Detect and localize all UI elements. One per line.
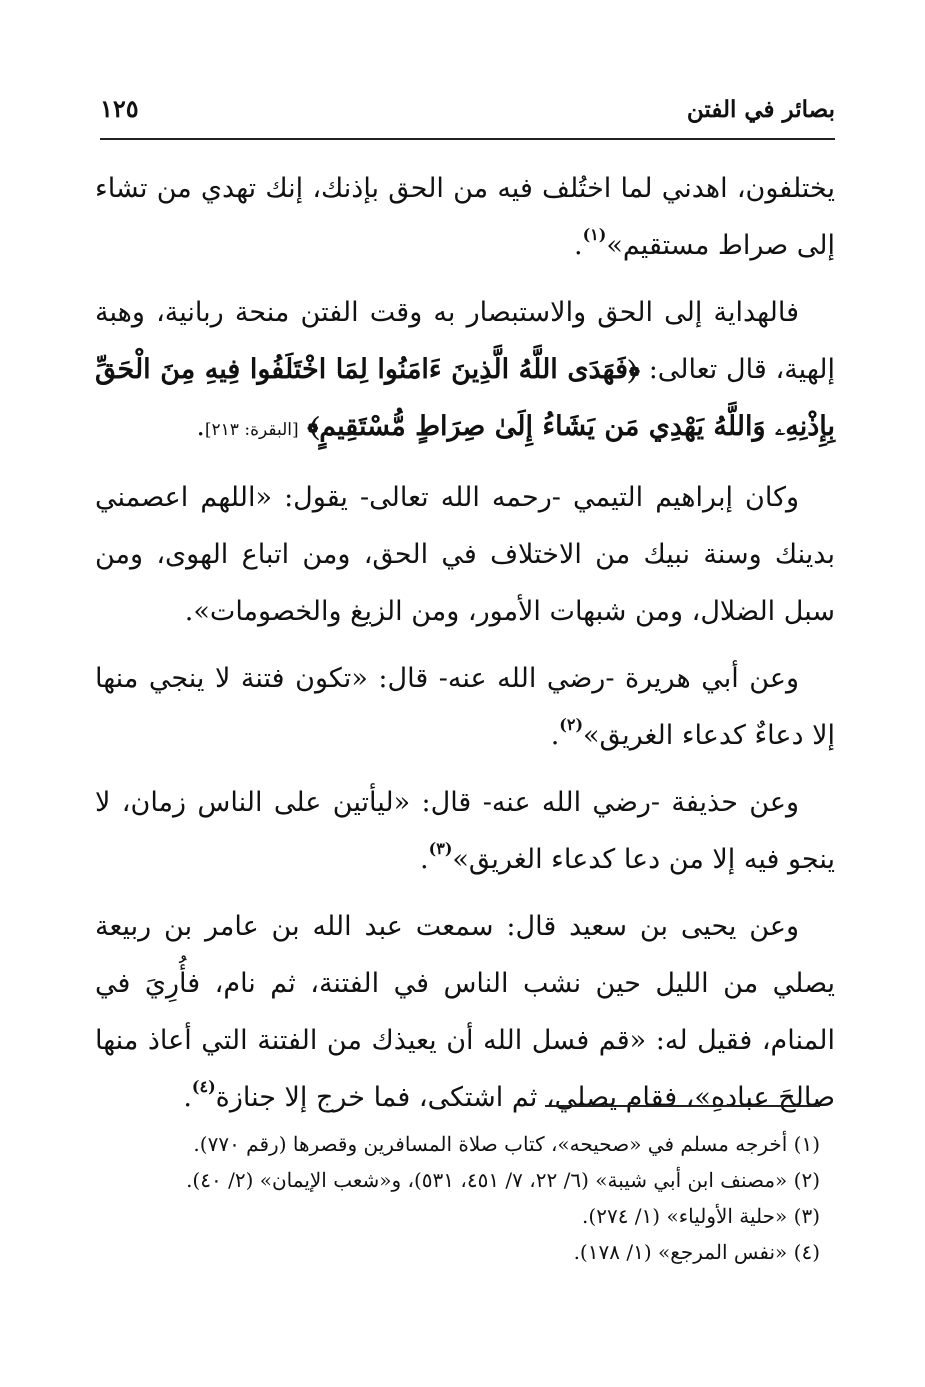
main-text [95,160,835,1136]
paragraph-5 [95,774,835,888]
paragraph-6-end: . [183,1082,192,1113]
footnote-separator [545,1105,820,1107]
footnote-marker-3: (٣) [428,839,453,858]
paragraph-4-text: وعن أبي هريرة -رضي الله عنه- قال: «تكون فتنة لا ينجي منها إلا دعاءٌ كدعاء الغريق» [95,663,835,751]
page-header [100,88,835,140]
paragraph-6 [95,898,835,1126]
paragraph-2-end: . [196,411,205,442]
paragraph-2-intro: فالهداية إلى الحق والاستبصار به وقت الفتن منحة ربانية، وهبة إلهية، قال تعالى: [95,297,835,385]
footnote-1: (١) أخرجه مسلم في «صحيحه»، كتاب صلاة المسافرين وقصرها (رقم ٧٧٠). [193,1132,820,1156]
quran-verse: ﴿فَهَدَى اللَّهُ الَّذِينَ ءَامَنُوا لِمَا اخْتَلَفُوا فِيهِ مِنَ الْحَقِّ بِإِذْنِهِۦ وَاللَّهُ يَهْدِي مَن يَشَاءُ إِلَىٰ صِرَاطٍ مُّسْتَقِيمٍ﴾ [95,354,835,442]
paragraph-5-end: . [420,844,429,875]
paragraph-4 [95,650,835,764]
footnote-marker-4: (٤) [191,1077,216,1096]
footnote-marker-1: (١) [582,225,607,244]
paragraph-1 [95,160,835,274]
page-number: ١٢٥ [100,94,139,123]
footnote-marker-2: (٢) [559,715,584,734]
paragraph-3 [95,469,835,640]
footnote-2: (٢) «مصنف ابن أبي شيبة» (٦/ ٢٢، ٧/ ٤٥١، ٥٣١)، و«شعب الإيمان» (٢/ ٤٠). [186,1168,820,1192]
paragraph-2 [95,284,835,459]
paragraph-4-end: . [550,720,560,751]
footnote-3: (٣) «حلية الأولياء» (١/ ٢٧٤). [582,1204,820,1228]
paragraph-1-text: يختلفون، اهدني لما اختُلف فيه من الحق بإذنك، إنك تهدي من تشاء إلى صراط مستقيم» [95,173,835,261]
paragraph-5-text: وعن حذيفة -رضي الله عنه- قال: «ليأتين على الناس زمان، لا ينجو فيه إلا من دعا كدعاء الغريق» [95,787,835,875]
verse-reference: [البقرة: ٢١٣] [204,420,299,440]
footnotes [100,1126,820,1270]
footnote-4: (٤) «نفس المرجع» (١/ ١٧٨). [573,1240,820,1264]
running-title: بصائر في الفتن [686,96,835,123]
paragraph-3-text: وكان إبراهيم التيمي -رحمه الله تعالى- يقول: «اللهم اعصمني بدينك وسنة نبيك من الاختلاف في الحق، ومن اتباع الهوى، ومن سبل الضلال، ومن شبهات الأمور، ومن الزيغ والخصومات». [95,482,835,627]
paragraph-1-end: . [573,230,583,261]
paragraph-6-text: وعن يحيى بن سعيد قال: سمعت عبد الله بن عامر بن ربيعة يصلي من الليل حين نشب الناس في الفتنة، ثم نام، فأُرِيَ في المنام، فقيل له: «قم فسل الله أن يعيذك من الفتنة التي أعاذ منها صالحَ عبادهِ»، فقام يصلي، ثم اشتكى، فما خرج إلا جنازة [95,911,835,1113]
